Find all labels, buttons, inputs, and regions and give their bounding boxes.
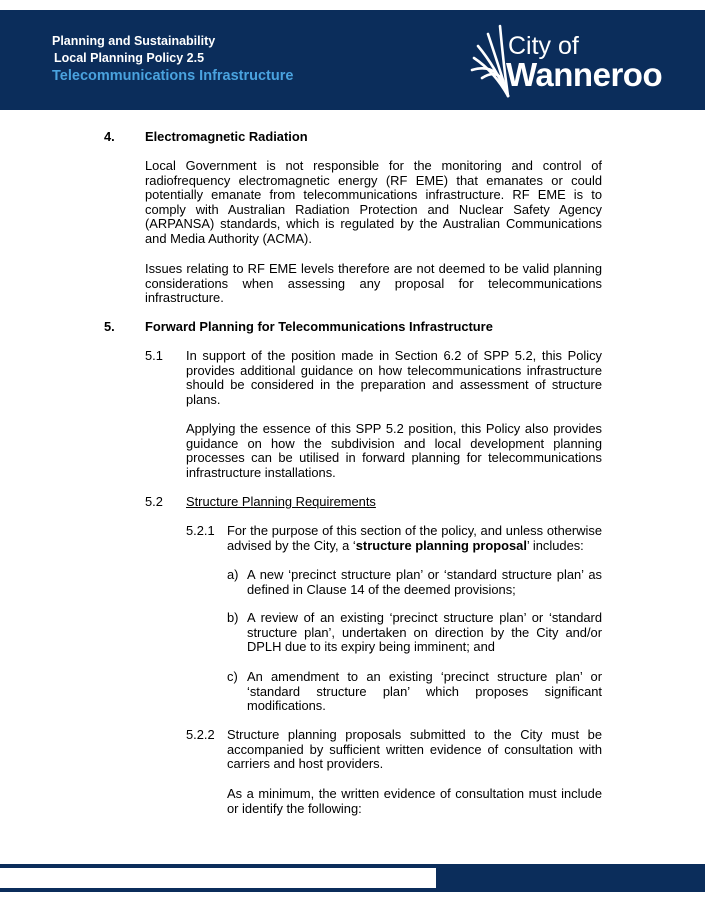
section-4-paragraph-1: Local Government is not responsible for the monitoring and control of radiofrequency electromagnetic energy (RF EME) that emanates or could potentially emanate from telecommunications infrastructure. RF EME is to comply with Australian Radiation Protection and Nuclear Safety Agency (ARPANSA) standards, which is regulated by the Australian Communications and Media Authority (ACMA). — [145, 158, 602, 246]
structure-planning-proposal-term: structure planning proposal — [355, 537, 527, 553]
section-4-paragraph-2: Issues relating to RF EME levels therefore are not deemed to be valid planning considerations when assessing any proposal for telecommunications infrastructure. — [145, 261, 602, 306]
clause-5-2-1-text-start: For the purpose of this section of the policy, and unless otherwise advised by the City, a ‘ — [227, 523, 602, 553]
clause-5-2-2-paragraph-1: Structure planning proposals submitted to the City must be accompanied by sufficient written evidence of consultation with carriers and host providers. — [227, 727, 602, 772]
item-c-label: c) — [227, 669, 238, 684]
section-4-heading: Electromagnetic Radiation — [145, 129, 308, 144]
clause-5-2-1-paragraph — [227, 524, 602, 553]
page-header — [0, 10, 705, 110]
section-4-number: 4. — [104, 129, 115, 144]
logo-wanneroo-text: Wanneroo — [506, 56, 663, 93]
header-policy-title: Telecommunications Infrastructure — [52, 68, 294, 84]
header-department: Planning and Sustainability — [52, 34, 216, 48]
clause-5-2-number: 5.2 — [145, 494, 163, 509]
item-b-label: b) — [227, 610, 239, 625]
clause-5-2-2-number: 5.2.2 — [186, 727, 215, 742]
clause-5-2-1-number: 5.2.1 — [186, 523, 215, 538]
section-5-number: 5. — [104, 319, 115, 334]
clause-5-2-2-paragraph-2: As a minimum, the written evidence of consultation must include or identify the following: — [227, 786, 602, 816]
item-a-text: A new ‘precinct structure plan’ or ‘standard structure plan’ as defined in Clause 14 of the deemed provisions; — [247, 567, 602, 597]
footer-white-panel — [0, 868, 436, 888]
clause-5-1-number: 5.1 — [145, 348, 163, 363]
header-policy-number: Local Planning Policy 2.5 — [54, 51, 205, 65]
clause-5-2-1-text-end: ’ includes: — [526, 537, 584, 553]
item-c-text: An amendment to an existing ‘precinct structure plan’ or ‘standard structure plan’ which proposes significant modifications. — [247, 669, 602, 714]
item-a-label: a) — [227, 567, 239, 582]
clause-5-1-paragraph-1: In support of the position made in Section 6.2 of SPP 5.2, this Policy provides additional guidance on how telecommunications infrastructure should be considered in the preparation and assessment of structure plans. — [186, 348, 602, 407]
item-b-text: A review of an existing ‘precinct structure plan’ or ‘standard structure plan’, undertaken on direction by the City and/or DPLH due to its expiry being imminent; and — [247, 610, 602, 655]
city-of-wanneroo-logo — [468, 18, 678, 104]
section-5-heading: Forward Planning for Telecommunications Infrastructure — [145, 319, 493, 334]
clause-5-1-paragraph-2: Applying the essence of this SPP 5.2 position, this Policy also provides guidance on how the subdivision and local development planning processes can be utilised in forward planning for telecommunications infrastructure installations. — [186, 421, 602, 480]
clause-5-2-heading: Structure Planning Requirements — [186, 494, 376, 509]
logo-city-of-text: City of — [508, 32, 579, 60]
